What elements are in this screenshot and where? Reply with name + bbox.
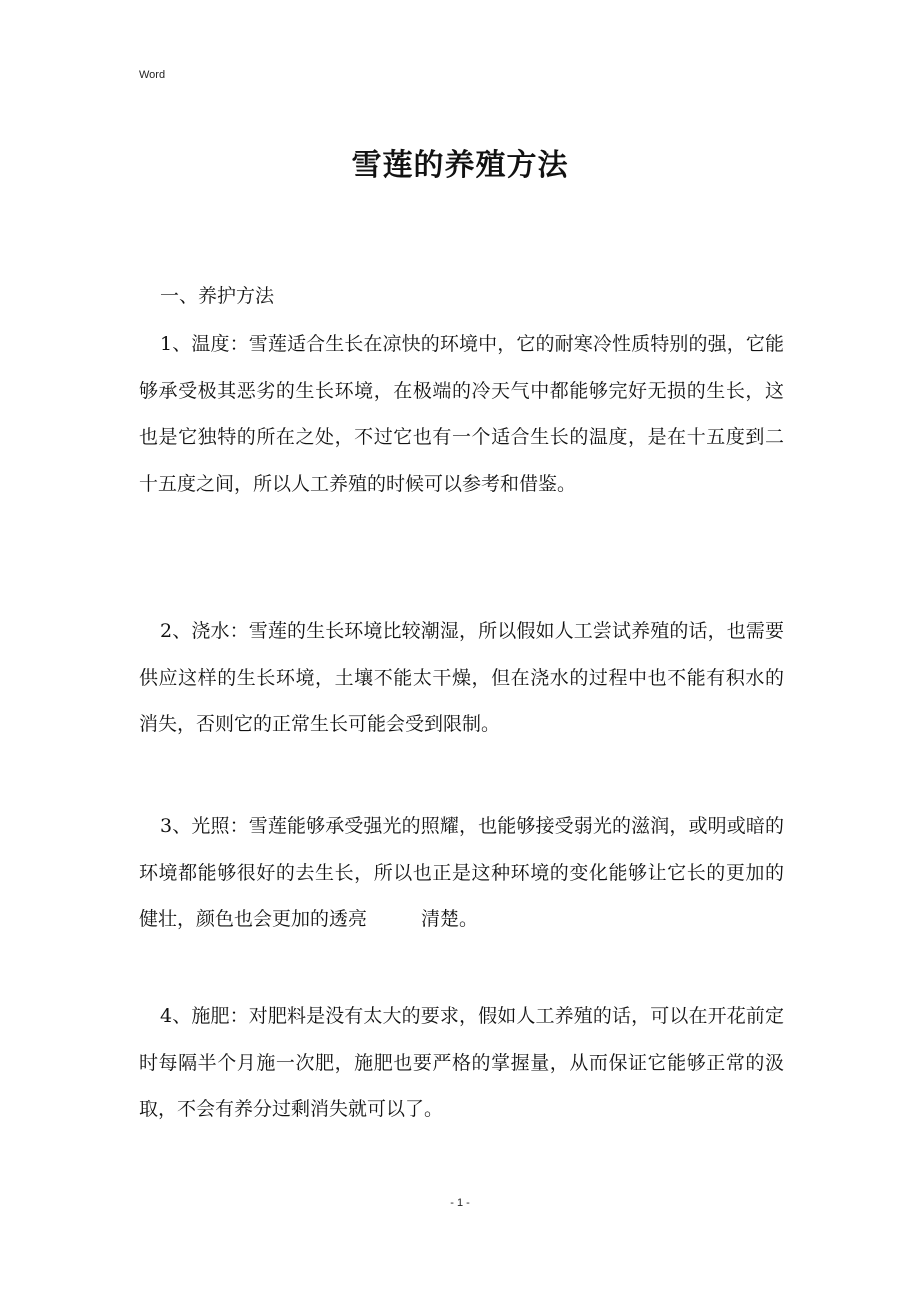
header-label: Word (139, 69, 166, 81)
paragraph-fertilizing: 4、施肥：对肥料是没有太大的要求，假如人工养殖的话，可以在开花前定时每隔半个月施一次肥，施肥也要严格的掌握量，从而保证它能够正常的汲取，不会有养分过剩消失就可以了。 (139, 1005, 784, 1120)
paragraph-lighting-ending: 清楚。 (421, 908, 479, 930)
page-number: - 1 - (450, 1197, 470, 1209)
document-title: 雪莲的养殖方法 (351, 148, 569, 183)
paragraph-lighting-text: 3、光照：雪莲能够承受强光的照耀，也能够接受弱光的滋润，或明或暗的环境都能够很好的去生长，所以也正是这种环境的变化能够让它长的更加的健壮，颜色也会更加的透亮 (139, 815, 784, 930)
paragraph-watering: 2、浇水：雪莲的生长环境比较潮湿，所以假如人工尝试养殖的话，也需要供应这样的生长环境，土壤不能太干燥，但在浇水的过程中也不能有积水的消失，否则它的正常生长可能会受到限制。 (139, 620, 784, 735)
paragraph-temperature: 1、温度：雪莲适合生长在凉快的环境中，它的耐寒冷性质特别的强，它能够承受极其恶劣的生长环境，在极端的冷天气中都能够完好无损的生长，这也是它独特的所在之处，不过它也有一个适合生长的温度，是在十五度到二十五度之间，所以人工养殖的时候可以参考和借鉴。 (139, 333, 784, 495)
section-heading: 一、养护方法 (160, 285, 275, 307)
paragraph-lighting (139, 803, 784, 943)
